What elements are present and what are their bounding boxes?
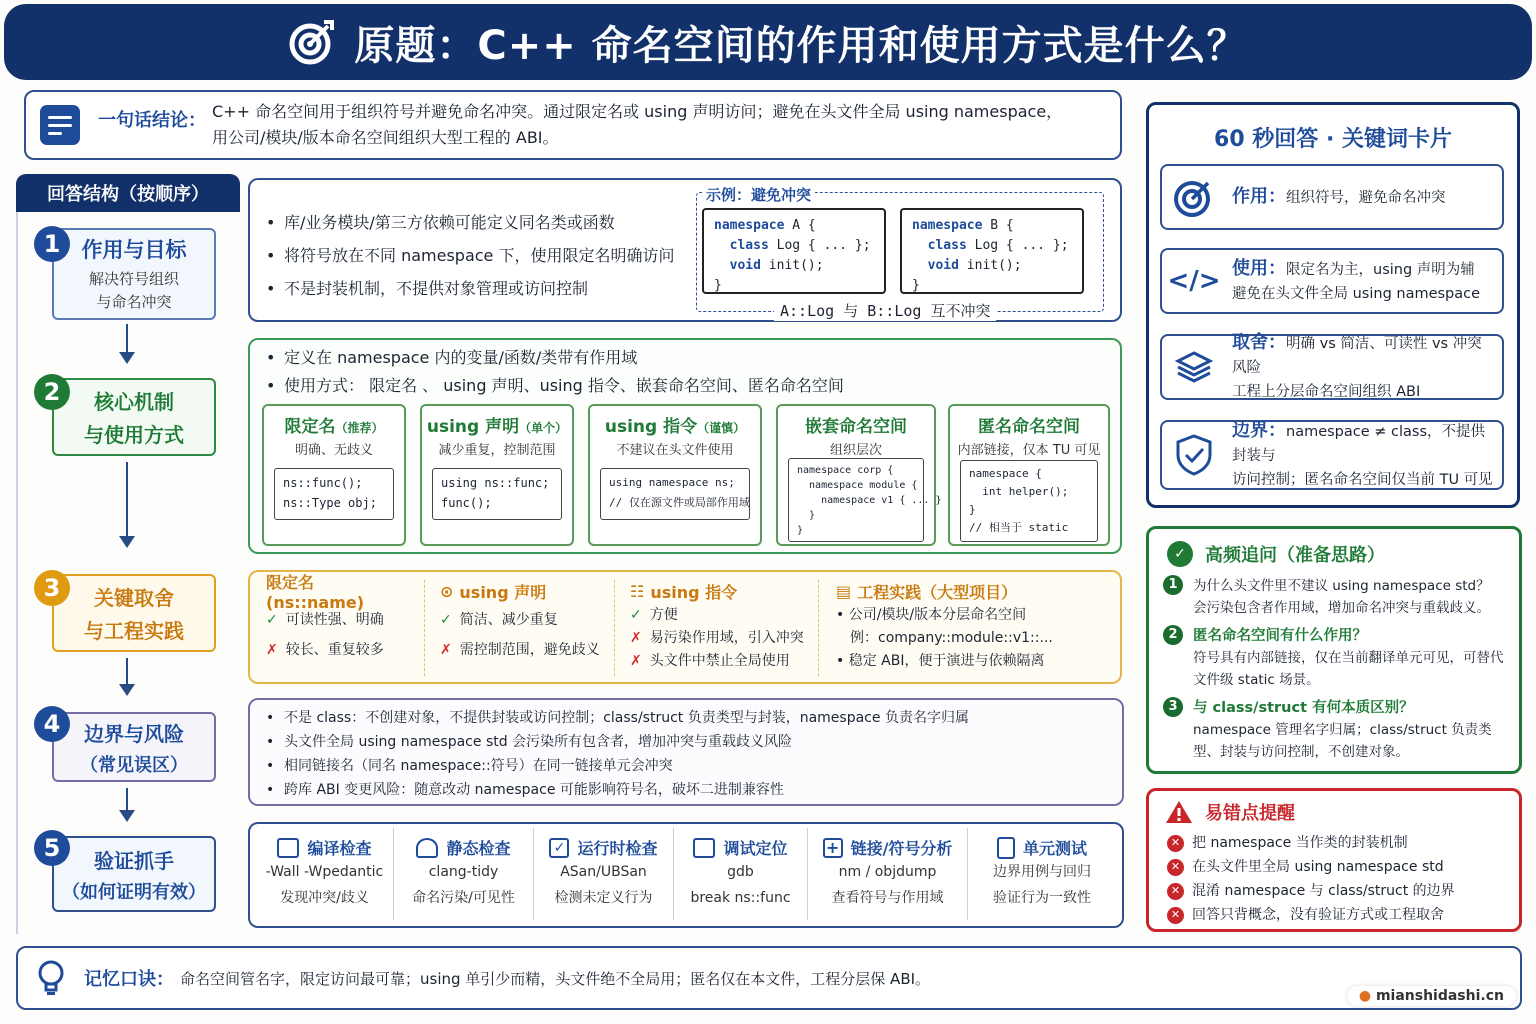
code-keyword: namespace [912,218,983,233]
card-title: using 指令 [604,417,698,437]
check-icon: ✓ [440,612,452,628]
verify-desc: 检测未定义行为 [554,890,653,906]
keyword-desc: 组织符号，避免命名冲突 [1286,189,1446,206]
practice-example: 例：company::module::v1::... [850,630,1053,646]
summary-banner [24,90,1122,160]
code-text: } [912,278,920,293]
code-text: init(); [760,258,824,273]
step-5-card [52,836,216,912]
chart-check-icon: ✓ [1167,541,1193,567]
step-2-card [52,378,216,456]
step-2-number: 2 [34,374,70,410]
verify-desc: 发现冲突/歧义 [280,890,369,906]
code-keyword: class [714,238,769,253]
card-code [432,468,562,520]
verify-link [808,828,968,920]
card-title: 限定名 [284,417,336,437]
page-header [4,4,1532,80]
tradeoff-title: 工程实践（大型项目） [857,582,1018,602]
verify-title: 单元测试 [1022,839,1087,858]
pitfalls-panel [1146,788,1522,932]
error-icon: ✕ [1167,883,1184,900]
tradeoff-pro: 简洁、减少重复 [459,612,558,628]
page-title: 原题：C++ 命名空间的作用和使用方式是什么？ [354,22,1248,69]
code-line: using namespace ns; [609,476,735,489]
verify-desc: 命名污染/可见性 [412,890,515,906]
followups-title: 高频追问（准备思路） [1205,545,1385,566]
verify-title: 运行时检查 [577,839,658,858]
code-keyword: void [912,258,959,273]
mechanism-bullet: • 使用方式： 限定名 、 using 声明、using 指令、嵌套命名空间、匿名命名空间 [266,372,844,400]
code-text: init(); [958,258,1022,273]
followup-item [1163,697,1507,763]
card-qualified-name [262,404,406,546]
followup-number: 2 [1163,625,1183,645]
divider [818,580,819,676]
followup-answer: 会污染包含者作用域，增加命名冲突与重载歧义。 [1193,600,1490,616]
followup-item [1163,575,1507,619]
verify-desc: 验证行为一致性 [993,890,1091,906]
check-icon: ✓ [266,612,278,628]
card-desc: 不建议在头文件使用 [616,443,734,458]
error-icon: ✕ [1167,835,1184,852]
code-line: } [969,503,976,516]
arrow-down-icon [126,462,128,546]
card-desc: 内部链接，仅本 TU 可见 [957,443,1101,458]
keyword-card-tradeoff [1160,331,1504,400]
pin-icon: ⊙ [440,581,454,601]
tradeoff-using-directive [630,578,816,673]
keyword-desc: 访问控制；匿名命名空间仅当前 TU 可见 [1232,471,1493,488]
code-namespace-b [900,208,1084,294]
card-tag: （谨慎） [697,421,746,435]
code-text: B { [982,218,1014,233]
step-2-title2: 与使用方式 [84,423,184,447]
code-keyword: namespace [714,218,785,233]
followup-number: 1 [1163,575,1183,595]
risk-bullet: • 跨库 ABI 变更风险：随意改动 namespace 可能影响符号名，破坏二进制兼容性 [266,778,969,802]
card-code [274,468,394,520]
list-icon: ☷ [630,581,645,601]
step-1-sub2: 与命名冲突 [96,293,172,311]
target-icon [1170,173,1218,221]
tradeoff-engineering: ▤ 工程实践（大型项目） • 公司/模块/版本分层命名空间 例：company::module::v1::... • 稳定 ABI，便于演进与依赖隔离 [836,578,1114,673]
keyword-card-boundary [1160,420,1504,490]
code-icon: </> [1167,266,1221,296]
card-title: using 声明 [426,417,520,437]
divider [424,580,425,676]
keyword-desc: namespace ≠ class，不提供封装与 [1232,423,1486,464]
pitfall-item: 把 namespace 当作类的封装机制 [1192,835,1408,851]
card-code [600,468,750,520]
step-5-title1: 验证抓手 [94,848,174,873]
verify-tool: 边界用例与回归 [993,864,1091,880]
verify-tool: ASan/UBSan [560,864,647,880]
warning-icon [1165,799,1193,825]
followup-answer: 符号具有内部链接，仅在当前翻译单元可见，可替代文件级 static 场景。 [1193,650,1504,688]
tradeoff-using-decl [440,578,616,662]
code-text: } [714,278,722,293]
plus-box-icon: + [823,838,843,858]
followup-answer: namespace 管理名字归属；class/struct 负责类型、封装与访问控制，不创建对象。 [1193,722,1492,760]
risk-bullet: • 不是 class：不创建对象，不提供封装或访问控制；class/struct 负责类型与封装，namespace 负责名字归属 [266,706,969,730]
card-anonymous-namespace [948,404,1110,546]
target-icon [288,18,336,66]
code-line: int helper(); [969,485,1069,498]
verify-title: 调试定位 [723,839,788,858]
arrow-down-icon [126,658,128,694]
shield-icon [1170,431,1218,479]
arrow-down-icon [126,324,128,362]
code-keyword: class [912,238,967,253]
step-1-title: 作用与目标 [81,238,187,262]
step-1-number: 1 [34,226,70,262]
tradeoff-qualified [266,573,416,662]
code-line: ns::func(); [283,476,363,490]
code-text: Log { ... }; [966,238,1069,253]
card-title: 嵌套命名空间 [805,417,907,437]
layers-icon [1170,343,1218,391]
step-4-title2: （常见误区） [80,754,188,776]
verify-runtime [534,828,674,920]
step-4-title1: 边界与风险 [84,721,184,746]
tradeoff-con: 头文件中禁止全局使用 [649,653,790,669]
keyword: 边界： [1232,419,1286,441]
summary-text [212,99,1062,151]
verify-title: 静态检查 [446,839,511,858]
step-3-title2: 与工程实践 [84,619,184,643]
followup-number: 3 [1163,697,1183,717]
code-namespace-a [702,208,886,294]
step-3-title1: 关键取舍 [94,586,174,610]
step-1-card [52,228,216,320]
clipboard-icon [997,837,1015,859]
followups-list [1163,575,1507,763]
practice-item: 公司/模块/版本分层命名空间 [848,607,1027,623]
verify-title: 链接/符号分析 [850,839,953,858]
debug-icon [693,838,715,858]
code-line: func(); [441,496,492,510]
summary-label: 一句话结论： [98,110,206,131]
tradeoff-pro: 方便 [649,607,678,623]
memo-text: 命名空间管名字，限定访问最可靠；using 单引少而精，头文件绝不全局用；匿名仅在本文件，工程分层保 ABI。 [180,969,931,988]
step-3-card [52,574,216,652]
verify-debug [674,828,808,920]
risks-box [248,698,1124,806]
card-desc: 减少重复，控制范围 [438,443,556,458]
pitfalls-title: 易错点提醒 [1205,803,1295,824]
cross-icon: ✗ [440,642,452,658]
code-line: ns::Type obj; [283,496,377,510]
pitfall-item: 回答只背概念，没有验证方式或工程取舍 [1192,907,1444,923]
mechanism-bullet: • 定义在 namespace 内的变量/函数/类带有作用域 [266,344,844,372]
verify-static [394,828,534,920]
risk-bullet: • 相同链接名（同名 namespace::符号）在同一链接单元会冲突 [266,754,969,778]
code-keyword: void [714,258,761,273]
step-2-title1: 核心机制 [94,390,174,414]
keyword-panel-title: 60 秒回答 · 关键词卡片 [1214,127,1452,152]
summary-line1: C++ 命名空间用于组织符号并避免命名冲突。通过限定名或 using 声明访问；避免在头文件全局 using namespace， [212,102,1063,121]
step-5-title2: （如何证明有效） [62,881,206,903]
verify-tool: nm / objdump [838,864,937,880]
followups-panel [1146,526,1522,774]
tradeoff-title: using 指令 [650,582,738,602]
step-4-number: 4 [34,706,70,742]
tradeoff-title: 限定名 (ns::name) [266,573,365,612]
card-tag: （单个） [519,421,568,435]
code-line: // 仅在源文件或局部作用域 [609,496,750,509]
example-label: 示例：避免冲突 [702,184,815,205]
error-icon: ✕ [1167,907,1184,924]
arrow-down-icon [126,788,128,820]
verify-title: 编译检查 [307,839,372,858]
followup-item [1163,625,1507,691]
code-line: // 相当于 static [969,521,1069,534]
card-code [960,460,1098,542]
card-desc: 组织层次 [829,443,882,458]
keyword-desc: 明确 vs 简洁、可读性 vs 冲突风险 [1232,335,1482,376]
code-line: namespace module { [797,480,918,491]
error-icon: ✕ [1167,859,1184,876]
purpose-bullet: • 将符号放在不同 namespace 下，使用限定名明确访问 [266,239,675,272]
keyword-desc: 避免在头文件全局 using namespace [1232,285,1481,302]
card-using-directive [588,404,762,546]
pitfalls-list [1167,831,1455,927]
purpose-bullet: • 不是封装机制，不提供对象管理或访问控制 [266,272,675,305]
card-tag: （推荐） [335,421,384,435]
code-line: } [797,510,816,521]
mechanism-bullets [266,344,844,400]
purpose-box [248,178,1122,322]
verify-compile [256,828,394,920]
keyword-desc: 限定名为主，using 声明为辅 [1286,261,1475,278]
check-icon: ✓ [630,607,642,623]
keyword: 使用： [1232,257,1286,279]
card-desc: 明确、无歧义 [294,443,373,458]
step-5-number: 5 [34,830,70,866]
lightbulb-icon [36,959,66,997]
verify-unittest [968,828,1116,920]
card-title: 匿名命名空间 [978,417,1080,437]
code-line: } [797,525,804,536]
followup-question: 匿名命名空间有什么作用？ [1193,628,1367,644]
risks-bullets [266,706,969,802]
keyword: 取舍： [1232,331,1286,353]
card-code [788,458,942,542]
card-using-declaration [420,404,574,546]
divider [614,580,615,676]
code-line: namespace { [969,467,1042,480]
watermark-text: mianshidashi.cn [1375,988,1504,1004]
cross-icon: ✗ [630,630,642,646]
keyword-desc: 工程上分层命名空间组织 ABI [1232,383,1421,400]
keyword-card-usage [1160,248,1504,314]
structure-title: 回答结构（按顺序） [16,174,240,212]
verify-tool: gdb [727,864,754,880]
tradeoff-con: 需控制范围，避免歧义 [459,642,600,658]
cross-icon: ✗ [266,642,278,658]
verify-desc: 查看符号与作用域 [831,890,944,906]
dot-icon: ● [1358,988,1372,1004]
step-3-number: 3 [34,570,70,606]
example-caption: A::Log 与 B::Log 互不冲突 [774,300,996,321]
checkbox-icon: ✓ [549,838,569,858]
summary-line2: 用公司/模块/版本命名空间组织大型工程的 ABI。 [212,128,559,147]
card-nested-namespace [776,404,942,546]
keyword-card-purpose [1160,164,1504,230]
verify-desc: break ns::func [690,890,791,906]
followup-question: 与 class/struct 有何本质区别？ [1193,700,1414,716]
code-text: Log { ... }; [768,238,871,253]
memo-banner [16,946,1522,1010]
purpose-bullets [266,206,675,305]
tradeoff-con: 易污染作用域，引入冲突 [649,630,804,646]
compile-icon [277,838,299,858]
risk-bullet: • 头文件全局 using namespace std 会污染所有包含者，增加冲突与重载歧义风险 [266,730,969,754]
followup-question: 为什么头文件里不建议 using namespace std？ [1193,578,1490,594]
document-icon [40,105,80,145]
code-line: namespace v1 { ... } [797,495,942,506]
tradeoff-pro: 可读性强、明确 [285,612,384,628]
static-check-icon [416,838,438,858]
watermark [1347,986,1516,1006]
keyword: 作用： [1232,185,1286,207]
pitfall-item: 混淆 namespace 与 class/struct 的边界 [1192,883,1455,899]
verify-tool: clang-tidy [428,864,499,880]
code-line: namespace corp { [797,465,894,476]
tradeoff-con: 较长、重复较多 [285,642,384,658]
pitfall-item: 在头文件里全局 using namespace std [1192,859,1444,875]
memo-label: 记忆口诀： [84,969,174,990]
verify-tool: -Wall -Wpedantic [265,864,384,880]
code-line: using ns::func; [441,476,550,490]
practice-item: 稳定 ABI，便于演进与依赖隔离 [848,653,1045,669]
purpose-bullet: • 库/业务模块/第三方依赖可能定义同名类或函数 [266,206,675,239]
tradeoff-title: using 声明 [459,582,547,602]
cross-icon: ✗ [630,653,642,669]
step-4-card [52,712,216,782]
code-text: A { [784,218,816,233]
step-1-sub1: 解决符号组织 [88,270,179,288]
document-icon: ▤ [836,581,852,601]
